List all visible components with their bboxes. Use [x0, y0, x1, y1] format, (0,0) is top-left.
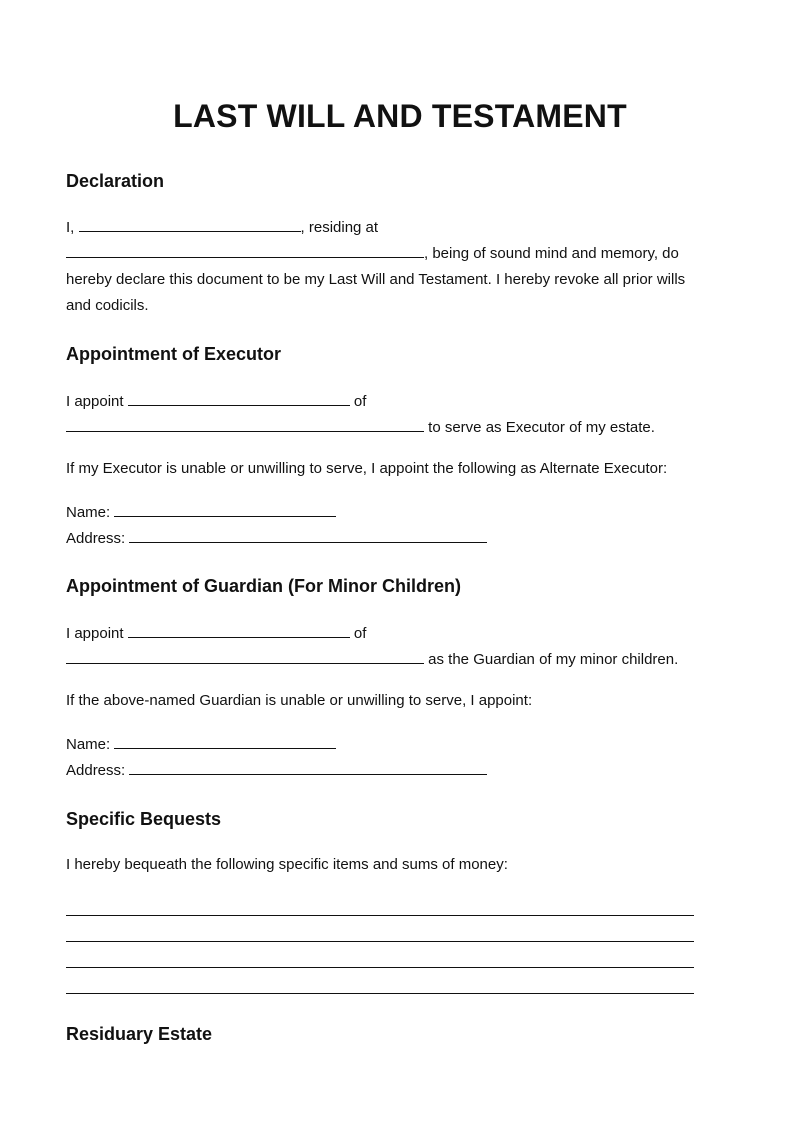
- declaration-line-3: hereby declare this document to be my Last Will and Testament. I hereby revoke all prior wills: [66, 271, 686, 288]
- declaration-text: , residing at: [300, 219, 379, 236]
- executor-text: I appoint: [66, 393, 128, 410]
- alternate-guardian-name-line: [66, 734, 336, 755]
- guardian-text: I appoint: [66, 625, 128, 642]
- alternate-guardian-address-line: [66, 760, 487, 781]
- guardian-address-line: [66, 649, 678, 670]
- testator-name-field[interactable]: [79, 217, 301, 232]
- guardian-appoint-line: [66, 623, 366, 644]
- document-title: LAST WILL AND TESTAMENT: [173, 98, 627, 134]
- bequest-line-3[interactable]: [66, 967, 694, 968]
- declaration-heading: Declaration: [66, 171, 165, 191]
- declaration-line-2: [66, 243, 679, 264]
- bequests-heading: Specific Bequests: [66, 809, 222, 829]
- testator-residence-field[interactable]: [66, 243, 424, 258]
- alternate-executor-text: If my Executor is unable or unwilling to serve, I appoint the following as Alternate Executor:: [66, 460, 668, 477]
- alternate-executor-name-line: [66, 502, 336, 523]
- declaration-line-4: and codicils.: [66, 297, 149, 314]
- alternate-executor-address-line: [66, 528, 487, 549]
- declaration-text: , being of sound mind and memory, do: [424, 245, 679, 262]
- name-label: Name:: [66, 736, 115, 753]
- bequests-intro: I hereby bequeath the following specific items and sums of money:: [66, 856, 508, 873]
- address-label: Address:: [66, 762, 130, 779]
- bequest-line-4[interactable]: [66, 993, 694, 994]
- guardian-heading: Appointment of Guardian (For Minor Children): [66, 576, 461, 596]
- executor-text: to serve as Executor of my estate.: [424, 419, 655, 436]
- declaration-text: I,: [66, 219, 79, 236]
- guardian-address-field[interactable]: [66, 649, 424, 664]
- declaration-line-1: [66, 217, 378, 238]
- alternate-guardian-name-field[interactable]: [114, 734, 336, 749]
- alternate-guardian-address-field[interactable]: [129, 760, 487, 775]
- executor-name-field[interactable]: [128, 391, 350, 406]
- name-label: Name:: [66, 504, 115, 521]
- executor-address-line: [66, 417, 655, 438]
- guardian-text: of: [349, 625, 367, 642]
- residuary-heading: Residuary Estate: [66, 1024, 213, 1044]
- guardian-text: as the Guardian of my minor children.: [424, 651, 679, 668]
- bequest-line-2[interactable]: [66, 941, 694, 942]
- guardian-name-field[interactable]: [128, 623, 350, 638]
- executor-heading: Appointment of Executor: [66, 344, 281, 364]
- bequest-line-1[interactable]: [66, 915, 694, 916]
- executor-appoint-line: [66, 391, 366, 412]
- alternate-guardian-text: If the above-named Guardian is unable or unwilling to serve, I appoint:: [66, 692, 533, 709]
- address-label: Address:: [66, 530, 130, 547]
- alternate-executor-address-field[interactable]: [129, 528, 487, 543]
- executor-address-field[interactable]: [66, 417, 424, 432]
- executor-text: of: [349, 393, 367, 410]
- alternate-executor-name-field[interactable]: [114, 502, 336, 517]
